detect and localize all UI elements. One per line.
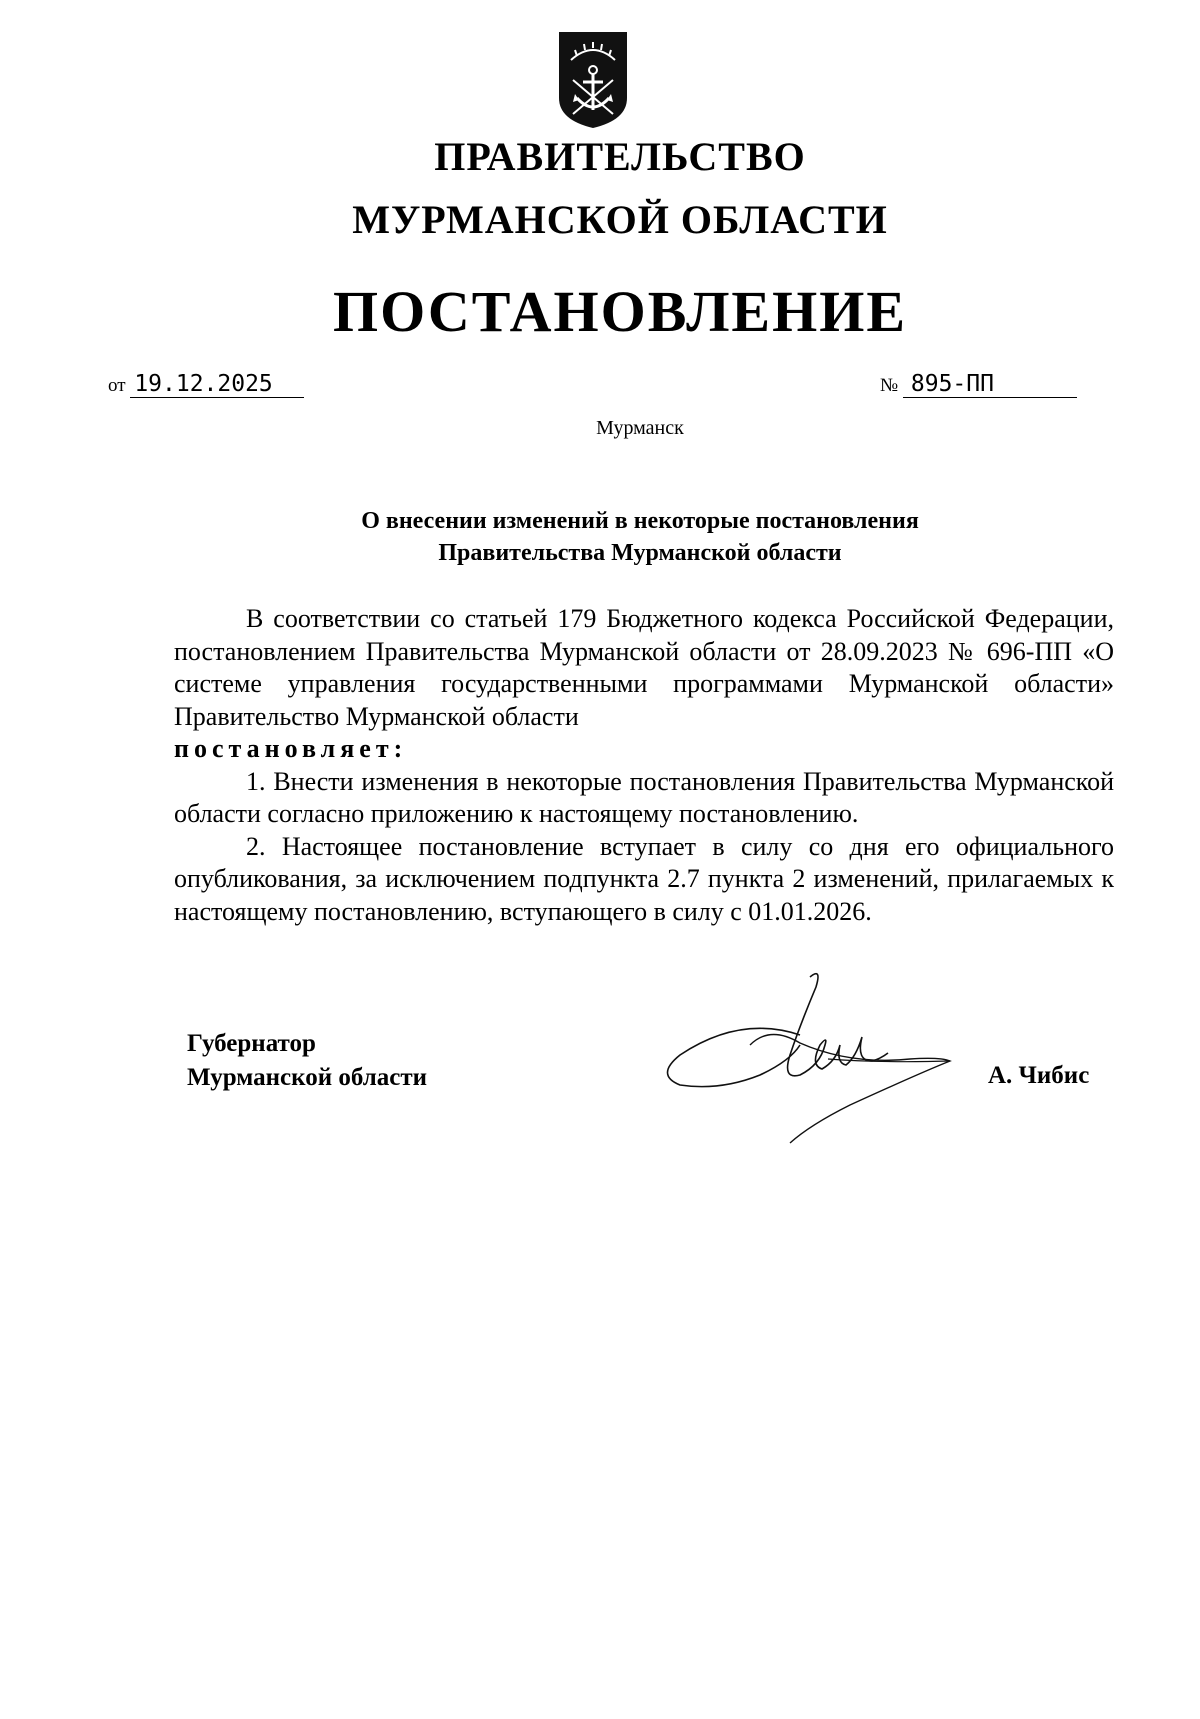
date-label: от [108, 375, 126, 396]
signatory-position [187, 1027, 427, 1095]
number-field [880, 372, 1077, 398]
org-title-line2: МУРМАНСКОЙ ОБЛАСТИ [352, 197, 888, 242]
document-type: ПОСТАНОВЛЕНИЕ [332, 279, 908, 344]
item-1-paragraph: 1. Внести изменения в некоторые постановления Правительства Мурманской области согласно приложению к настоящему постановлению. [174, 766, 1114, 828]
document-body [174, 603, 1114, 928]
position-line2: Мурманской области [187, 1064, 428, 1091]
subject-line2: Правительства Мурманской области [438, 540, 842, 566]
document-subject [0, 505, 1200, 569]
preamble-paragraph: В соответствии со статьей 179 Бюджетного кодекса Российской Федерации, постановлением Правительства Мурманской области от 28.09.2023 № 696-ПП «О системе управления государственными программами Мурманской области» Правительство Мурманской области [174, 604, 1114, 731]
date-value: 19.12.2025 [130, 372, 304, 398]
signatory-name: А. Чибис [988, 1062, 1090, 1089]
handwritten-signature-icon [650, 965, 970, 1145]
city: Мурманск [596, 417, 684, 439]
position-line1: Губернатор [187, 1030, 316, 1057]
item-2-paragraph: 2. Настоящее постановление вступает в силу со дня его официального опубликования, за исключением подпункта 2.7 пункта 2 изменений, прилагаемых к настоящему постановлению, вступающего в силу с 01.01.2026. [174, 831, 1114, 926]
murmansk-coat-of-arms-icon [557, 30, 629, 130]
resolves-word: постановляет: [174, 734, 408, 763]
subject-line1: О внесении изменений в некоторые постановления [361, 508, 919, 534]
number-label: № [880, 375, 899, 396]
org-title-line1: ПРАВИТЕЛЬСТВО [434, 134, 806, 179]
number-value: 895-ПП [903, 372, 1077, 398]
date-field [108, 372, 304, 398]
